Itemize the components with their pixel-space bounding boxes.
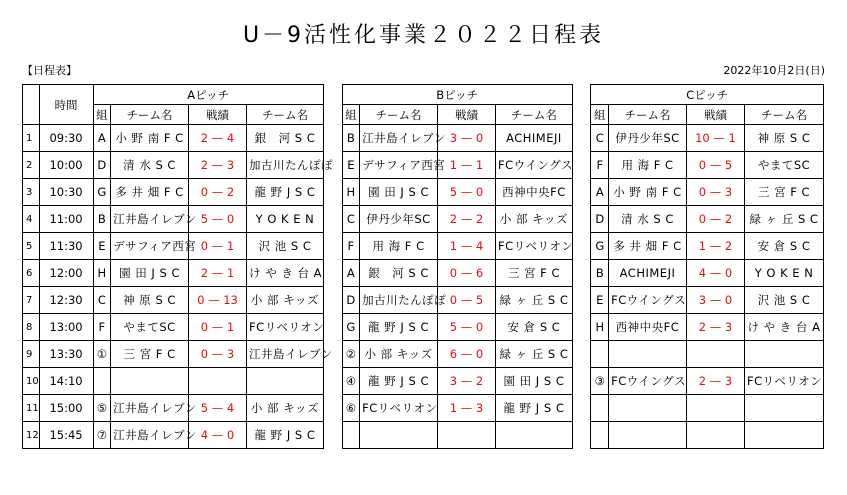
group-cell: ②: [342, 341, 360, 368]
home-team: やまてSC: [111, 314, 189, 341]
group-cell: [591, 422, 609, 449]
home-team: FCウイングス: [609, 368, 687, 395]
match-time: 15:45: [39, 422, 93, 449]
match-time: 14:10: [39, 368, 93, 395]
match-result: 3 — 0: [686, 287, 744, 314]
column-gap: [323, 233, 342, 260]
match-result: 0 — 1: [188, 314, 246, 341]
away-team: 龍 野 J S C: [247, 179, 324, 206]
match-result: 5 — 0: [188, 206, 246, 233]
table-row: [23, 125, 824, 152]
column-gap: [323, 368, 342, 395]
column-gap: [323, 206, 342, 233]
column-gap: [572, 368, 591, 395]
group-cell: G: [342, 314, 360, 341]
home-team: [609, 422, 687, 449]
group-cell: C: [591, 125, 609, 152]
home-team: 伊丹少年SC: [609, 125, 687, 152]
match-result: 0 — 5: [686, 152, 744, 179]
group-cell: [591, 395, 609, 422]
header-team: チーム名: [111, 105, 189, 125]
away-team: 安 倉 S C: [745, 233, 824, 260]
header-result: 戦績: [437, 105, 495, 125]
match-result: 0 — 2: [188, 179, 246, 206]
group-cell: A: [93, 125, 111, 152]
group-cell: D: [591, 206, 609, 233]
away-team: [745, 341, 824, 368]
match-time: 10:30: [39, 179, 93, 206]
away-team: 龍 野 J S C: [496, 395, 573, 422]
column-gap: [572, 287, 591, 314]
home-team: 神 原 S C: [111, 287, 189, 314]
group-cell: E: [93, 233, 111, 260]
group-cell: F: [93, 314, 111, 341]
column-gap: [572, 125, 591, 152]
header-team: チーム名: [496, 105, 573, 125]
group-cell: H: [93, 260, 111, 287]
away-team: 沢 池 S C: [745, 287, 824, 314]
group-cell: [93, 368, 111, 395]
table-row: [23, 152, 824, 179]
match-number: 6: [23, 260, 40, 287]
page-title: U－9活性化事業２０２２日程表: [242, 23, 605, 48]
home-team: FCウイングス: [609, 287, 687, 314]
away-team: け や き 台 A: [745, 314, 824, 341]
home-team: 西神中央FC: [609, 314, 687, 341]
match-result: 3 — 2: [437, 368, 495, 395]
match-result: [686, 422, 744, 449]
column-gap: [323, 125, 342, 152]
column-gap: [323, 422, 342, 449]
group-cell: [342, 422, 360, 449]
home-team: 園 田 J S C: [111, 260, 189, 287]
home-team: 加古川たんぽぽ: [360, 287, 438, 314]
header-group: 組: [591, 105, 609, 125]
match-number: 3: [23, 179, 40, 206]
match-number: 5: [23, 233, 40, 260]
home-team: [609, 341, 687, 368]
table-row: [23, 260, 824, 287]
match-result: 1 — 3: [437, 395, 495, 422]
table-row: [23, 341, 824, 368]
away-team: 安 倉 S C: [496, 314, 573, 341]
match-time: 13:00: [39, 314, 93, 341]
group-cell: D: [342, 287, 360, 314]
match-result: 2 — 4: [188, 125, 246, 152]
column-gap: [572, 260, 591, 287]
match-result: [686, 395, 744, 422]
event-date: 2022年10月2日(日): [723, 64, 825, 77]
home-team: 用 海 F C: [609, 152, 687, 179]
group-cell: ③: [591, 368, 609, 395]
match-result: 0 — 13: [188, 287, 246, 314]
header-time: 時間: [39, 85, 93, 125]
header-result: 戦績: [188, 105, 246, 125]
table-row: [23, 206, 824, 233]
match-time: 13:30: [39, 341, 93, 368]
group-cell: F: [591, 152, 609, 179]
home-team: ACHIMEJI: [609, 260, 687, 287]
away-team: Y O K E N: [247, 206, 324, 233]
away-team: 小 部 キッズ: [247, 395, 324, 422]
group-cell: C: [93, 287, 111, 314]
table-row: [23, 287, 824, 314]
match-number: 11: [23, 395, 40, 422]
away-team: 緑 ヶ 丘 S C: [496, 287, 573, 314]
group-cell: ④: [342, 368, 360, 395]
table-row: [23, 422, 824, 449]
home-team: 江井島イレブン: [111, 206, 189, 233]
column-gap: [572, 152, 591, 179]
home-team: 小 部 キッズ: [360, 341, 438, 368]
group-cell: F: [342, 233, 360, 260]
away-team: 三 宮 F C: [745, 179, 824, 206]
match-time: 12:00: [39, 260, 93, 287]
match-number: 12: [23, 422, 40, 449]
away-team: 緑 ヶ 丘 S C: [496, 341, 573, 368]
match-number: 1: [23, 125, 40, 152]
away-team: [745, 395, 824, 422]
match-result: 1 — 4: [437, 233, 495, 260]
match-result: 10 — 1: [686, 125, 744, 152]
home-team: 小 野 南 F C: [111, 125, 189, 152]
away-team: FCリベリオン: [496, 233, 573, 260]
away-team: 江井島イレブン: [247, 341, 324, 368]
group-cell: B: [591, 260, 609, 287]
column-gap: [323, 314, 342, 341]
away-team: FCウイングス: [496, 152, 573, 179]
match-result: 4 — 0: [686, 260, 744, 287]
header-number: [23, 85, 40, 125]
match-time: 15:00: [39, 395, 93, 422]
away-team: 沢 池 S C: [247, 233, 324, 260]
group-cell: ⑥: [342, 395, 360, 422]
match-result: 2 — 3: [686, 368, 744, 395]
match-result: 0 — 6: [437, 260, 495, 287]
column-gap: [572, 395, 591, 422]
match-result: 0 — 2: [686, 206, 744, 233]
group-cell: B: [93, 206, 111, 233]
home-team: 江井島イレブン: [111, 422, 189, 449]
table-row: [23, 314, 824, 341]
group-cell: G: [93, 179, 111, 206]
group-cell: ①: [93, 341, 111, 368]
header-pitch-a: Aピッチ: [93, 85, 323, 105]
away-team: 園 田 J S C: [496, 368, 573, 395]
home-team: [111, 368, 189, 395]
group-cell: ⑦: [93, 422, 111, 449]
match-result: 6 — 0: [437, 341, 495, 368]
match-result: 0 — 3: [188, 341, 246, 368]
match-result: 2 — 3: [188, 152, 246, 179]
match-result: 2 — 3: [686, 314, 744, 341]
match-result: 3 — 0: [437, 125, 495, 152]
home-team: 多 井 畑 F C: [609, 233, 687, 260]
home-team: デサフィア西宮: [111, 233, 189, 260]
header-group: 組: [342, 105, 360, 125]
group-cell: G: [591, 233, 609, 260]
match-time: 11:00: [39, 206, 93, 233]
away-team: FCリベリオン: [247, 314, 324, 341]
match-number: 4: [23, 206, 40, 233]
match-result: 0 — 1: [188, 233, 246, 260]
column-gap: [572, 85, 591, 125]
group-cell: H: [342, 179, 360, 206]
away-team: 龍 野 J S C: [247, 422, 324, 449]
home-team: 清 水 S C: [609, 206, 687, 233]
match-result: 1 — 1: [437, 152, 495, 179]
away-team: 小 部 キッズ: [247, 287, 324, 314]
schedule-body: [23, 125, 824, 449]
group-cell: D: [93, 152, 111, 179]
match-result: 5 — 4: [188, 395, 246, 422]
group-cell: [591, 341, 609, 368]
column-gap: [572, 206, 591, 233]
home-team: 三 宮 F C: [111, 341, 189, 368]
home-team: 龍 野 J S C: [360, 314, 438, 341]
away-team: [745, 422, 824, 449]
schedule-table: [22, 84, 824, 449]
column-gap: [572, 422, 591, 449]
column-gap: [323, 179, 342, 206]
match-time: 11:30: [39, 233, 93, 260]
table-row: [23, 368, 824, 395]
header-result: 戦績: [686, 105, 744, 125]
header-team: チーム名: [745, 105, 824, 125]
group-cell: E: [591, 287, 609, 314]
away-team: 神 原 S C: [745, 125, 824, 152]
away-team: 西神中央FC: [496, 179, 573, 206]
home-team: 多 井 畑 F C: [111, 179, 189, 206]
column-gap: [572, 314, 591, 341]
column-gap: [323, 260, 342, 287]
column-gap: [323, 395, 342, 422]
header-team: チーム名: [247, 105, 324, 125]
group-cell: ⑤: [93, 395, 111, 422]
home-team: 用 海 F C: [360, 233, 438, 260]
group-cell: H: [591, 314, 609, 341]
group-cell: A: [591, 179, 609, 206]
match-result: 5 — 0: [437, 314, 495, 341]
home-team: デサフィア西宮: [360, 152, 438, 179]
match-result: 5 — 0: [437, 179, 495, 206]
away-team: FCリベリオン: [745, 368, 824, 395]
table-row: [23, 395, 824, 422]
match-result: 2 — 2: [437, 206, 495, 233]
home-team: 清 水 S C: [111, 152, 189, 179]
match-result: 0 — 5: [437, 287, 495, 314]
home-team: 小 野 南 F C: [609, 179, 687, 206]
away-team: Y O K E N: [745, 260, 824, 287]
match-result: 2 — 1: [188, 260, 246, 287]
home-team: 園 田 J S C: [360, 179, 438, 206]
match-time: 09:30: [39, 125, 93, 152]
match-number: 2: [23, 152, 40, 179]
column-gap: [572, 233, 591, 260]
away-team: ACHIMEJI: [496, 125, 573, 152]
away-team: 緑 ヶ 丘 S C: [745, 206, 824, 233]
away-team: 加古川たんぽぽ: [247, 152, 324, 179]
match-number: 9: [23, 341, 40, 368]
match-result: [437, 422, 495, 449]
column-gap: [572, 341, 591, 368]
table-row: [23, 179, 824, 206]
match-result: [686, 341, 744, 368]
away-team: 銀 河 S C: [247, 125, 324, 152]
away-team: 小 部 キッズ: [496, 206, 573, 233]
match-result: 1 — 2: [686, 233, 744, 260]
column-gap: [572, 179, 591, 206]
match-result: 0 — 3: [686, 179, 744, 206]
header-pitch-c: Cピッチ: [591, 85, 824, 105]
match-time: 10:00: [39, 152, 93, 179]
column-gap: [323, 287, 342, 314]
group-cell: E: [342, 152, 360, 179]
table-row: [23, 233, 824, 260]
away-team: け や き 台 A: [247, 260, 324, 287]
header-pitch-b: Bピッチ: [342, 85, 572, 105]
header-team: チーム名: [609, 105, 687, 125]
home-team: [609, 395, 687, 422]
home-team: 伊丹少年SC: [360, 206, 438, 233]
match-number: 10: [23, 368, 40, 395]
home-team: FCリベリオン: [360, 395, 438, 422]
header-group: 組: [93, 105, 111, 125]
match-result: [188, 368, 246, 395]
header-team: チーム名: [360, 105, 438, 125]
home-team: [360, 422, 438, 449]
match-number: 7: [23, 287, 40, 314]
away-team: [247, 368, 324, 395]
group-cell: C: [342, 206, 360, 233]
away-team: やまてSC: [745, 152, 824, 179]
match-number: 8: [23, 314, 40, 341]
home-team: 銀 河 S C: [360, 260, 438, 287]
away-team: 三 宮 F C: [496, 260, 573, 287]
group-cell: B: [342, 125, 360, 152]
match-time: 12:30: [39, 287, 93, 314]
schedule-label: 【日程表】: [22, 64, 77, 77]
home-team: 江井島イレブン: [111, 395, 189, 422]
away-team: [496, 422, 573, 449]
column-gap: [323, 85, 342, 125]
home-team: 龍 野 J S C: [360, 368, 438, 395]
match-result: 4 — 0: [188, 422, 246, 449]
home-team: 江井島イレブン: [360, 125, 438, 152]
group-cell: A: [342, 260, 360, 287]
